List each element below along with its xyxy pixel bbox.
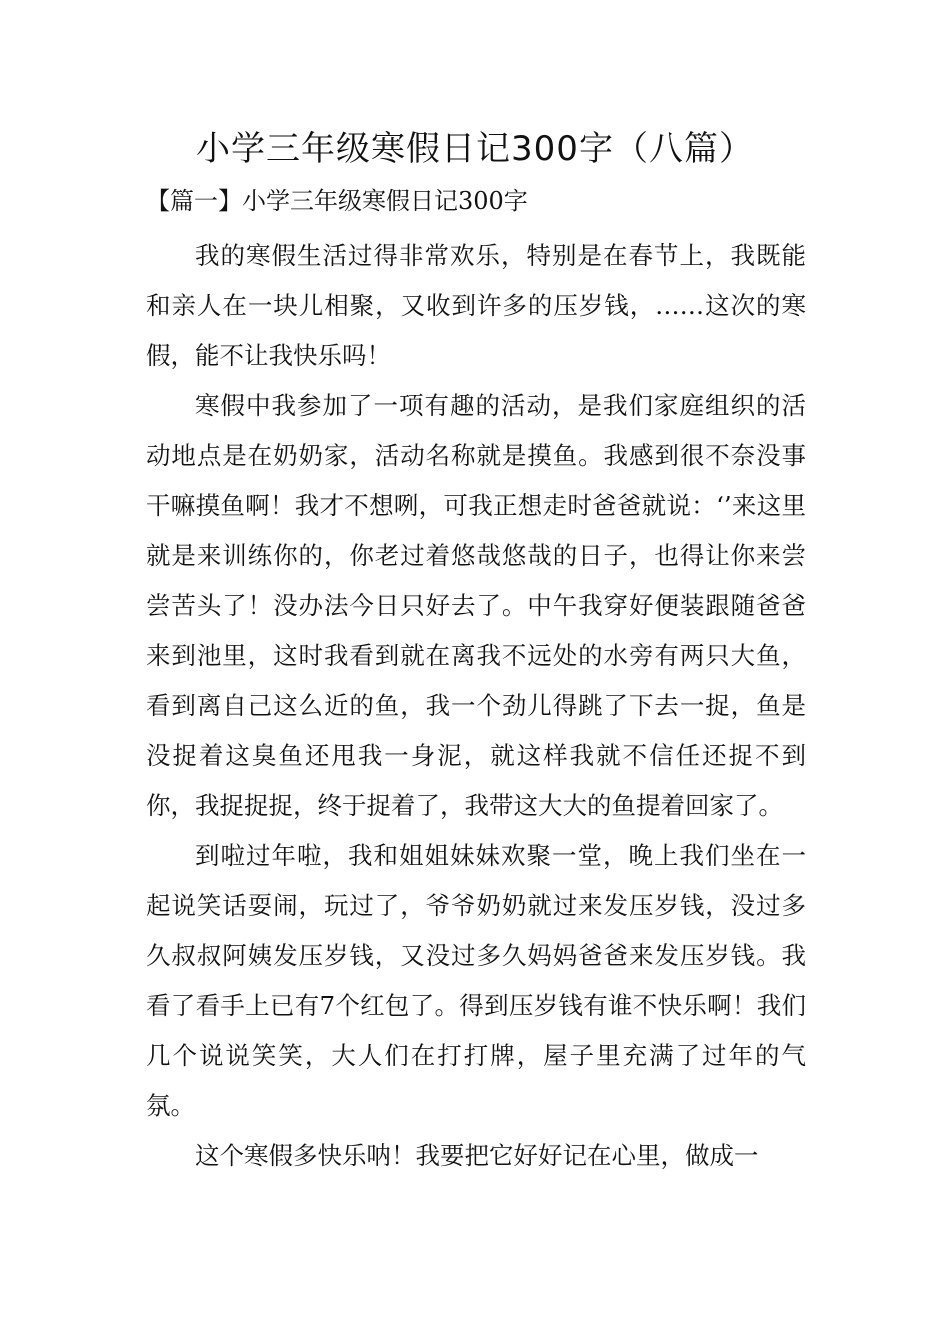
- paragraph: 寒假中我参加了一项有趣的活动，是我们家庭组织的活动地点是在奶奶家，活动名称就是摸鱼。我感到很不奈没事干嘛摸鱼啊！我才不想咧，可我正想走时爸爸就说：‘’来这里就是来训练你的，你老过着悠哉悠哉的日子，也得让你来尝尝苦头了！没办法今日只好去了。中午我穿好便装跟随爸爸来到池里，这时我看到就在离我不远处的水旁有两只大鱼，看到离自己这么近的鱼，我一个劲儿得跳了下去一捉，鱼是没捉着这臭鱼还甩我一身泥，就这样我就不信任还捉不到你，我捉捉捉，终于捉着了，我带这大大的鱼提着回家了。: [146, 391, 806, 820]
- article-body: [146, 231, 806, 1181]
- paragraph: 我的寒假生活过得非常欢乐，特别是在春节上，我既能和亲人在一块儿相聚，又收到许多的压岁钱，……这次的寒假，能不让我快乐吗！: [146, 241, 806, 370]
- document-title: 小学三年级寒假日记300字（八篇）: [196, 129, 754, 169]
- paragraph: 这个寒假多快乐呐！我要把它好好记在心里，做成一: [195, 1141, 759, 1170]
- section-heading: 【篇一】小学三年级寒假日记300字: [146, 187, 528, 215]
- paragraph: 到啦过年啦，我和姐姐妹妹欢聚一堂，晚上我们坐在一起说笑话耍闹，玩过了，爷爷奶奶就过来发压岁钱，没过多久叔叔阿姨发压岁钱，又没过多久妈妈爸爸来发压岁钱。我看了看手上已有7个红包了。得到压岁钱有谁不快乐啊！我们几个说说笑笑，大人们在打打牌，屋子里充满了过年的气氛。: [146, 841, 806, 1120]
